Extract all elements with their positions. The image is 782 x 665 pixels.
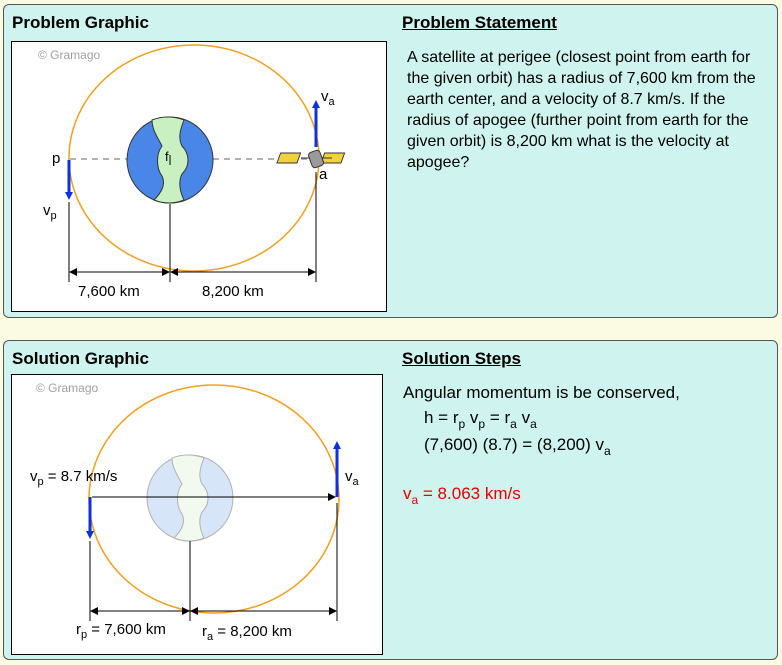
step-2: $h = r_p$ $v_p = r_a$ $v_a$ [424,408,537,431]
problem-diagram [12,42,388,313]
label-va: $v_a$ [345,468,359,488]
answer: $v_a = 8.063$ km/s [403,484,521,507]
satellite-icon [277,149,345,168]
step-3: (7,600) (8.7) = (8,200) $v_a$ [424,435,611,458]
dim-right-label: 8,200 km [202,283,264,300]
dim-left-label: 7,600 km [78,283,140,300]
label-f: f [165,149,169,164]
problem-panel [3,4,778,318]
problem-statement-heading: Problem Statement [402,13,557,32]
solution-graphic [11,374,383,655]
problem-statement-text: A satellite at perigee (closest point from earth for the given orbit) has a radius of 7,600 km from the earth center, and a velocity of 8.7 km/s. If the radius of apogee (further point from earth for the given orbit) is 8,200 km what is the velocity at apogee? [407,49,756,171]
label-vp: $v_p = 8.7$ km/s [30,468,118,488]
earth-icon [147,455,233,541]
label-a: a [319,166,328,183]
dim-left-label: $r_p = 7,600$ km [76,621,166,641]
watermark: © Gramago [36,381,99,395]
solution-diagram [12,375,384,656]
label-p: p [52,150,61,167]
watermark: © Gramago [38,48,101,62]
problem-graphic [11,41,387,312]
label-va: $v_a$ [321,88,335,108]
dim-right-label: $r_a = 8,200$ km [202,623,292,643]
solution-steps-heading: Solution Steps [402,349,521,368]
solution-graphic-heading: Solution Graphic [12,349,149,368]
label-vp: $v_p$ [43,202,57,222]
solution-panel [3,340,778,660]
problem-graphic-heading: Problem Graphic [12,13,149,32]
step-1: Angular momentum is be conserved, [403,383,680,402]
